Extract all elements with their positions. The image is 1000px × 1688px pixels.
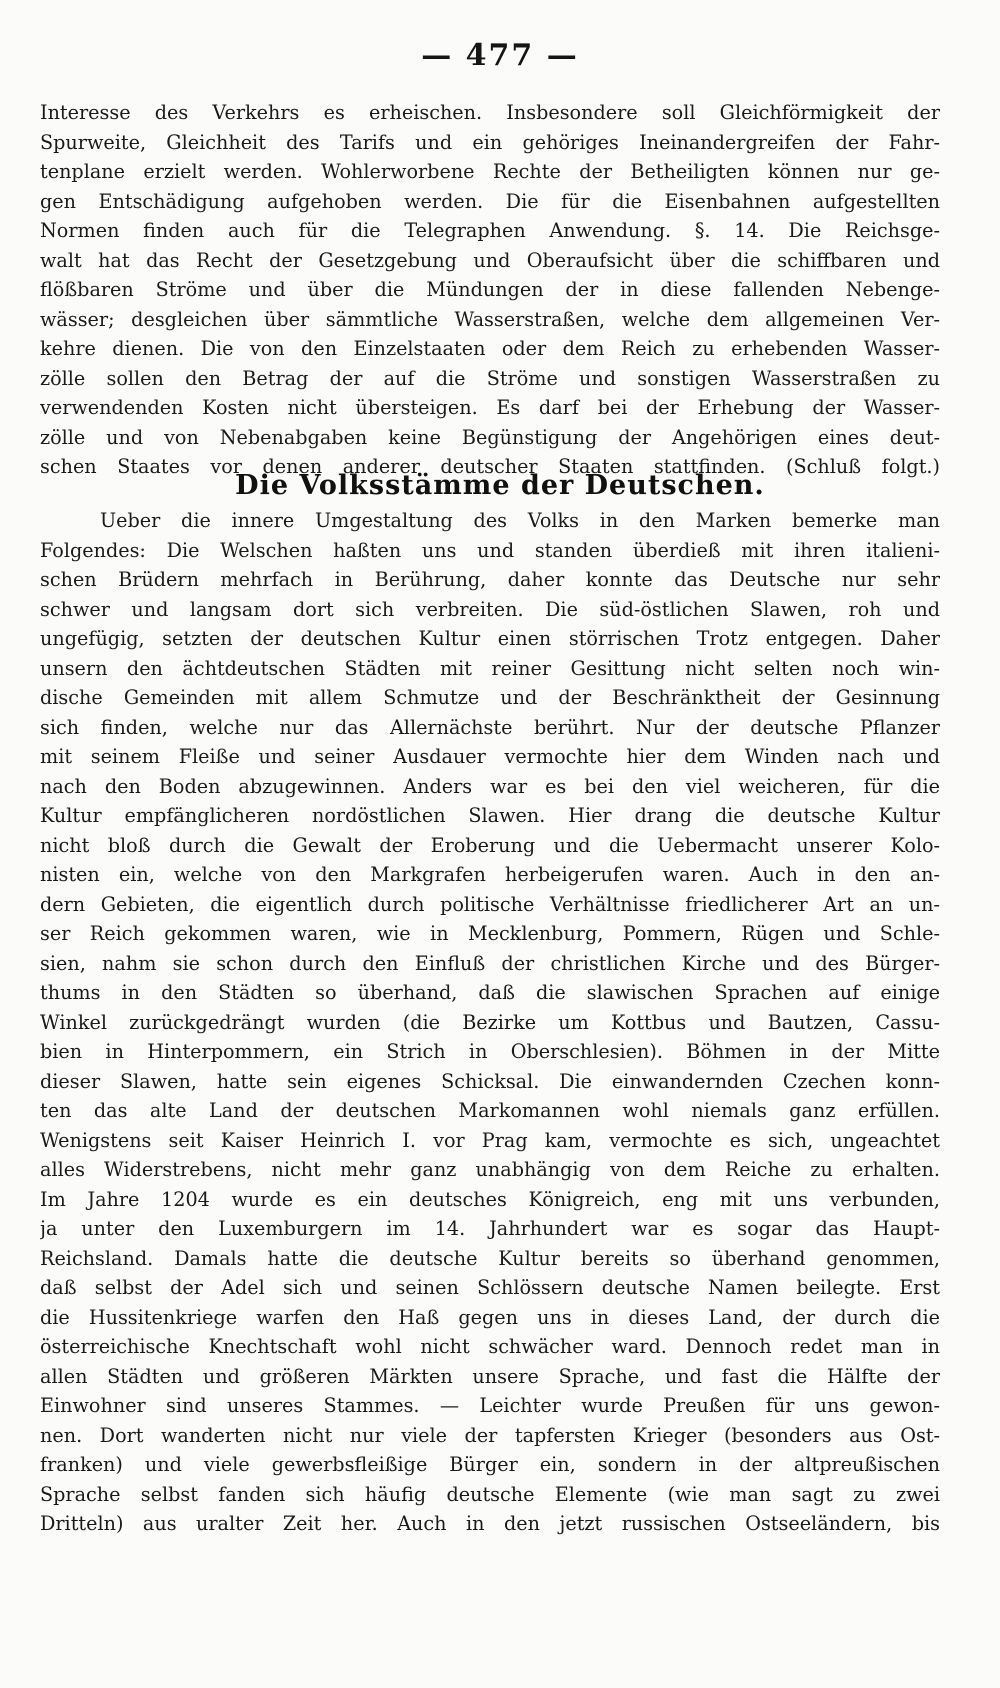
text-line: nicht bloß durch die Gewalt der Eroberung und die Uebermacht unserer Kolo- [40, 833, 940, 857]
text-line: Wenigstens seit Kaiser Heinrich I. vor Prag kam, vermochte es sich, ungeachtet [40, 1128, 940, 1152]
text-line: alles Widerstrebens, nicht mehr ganz unabhängig von dem Reiche zu erhalten. [40, 1158, 940, 1181]
text-line: unsern den ächtdeutschen Städten mit reiner Gesittung nicht selten noch win- [40, 656, 940, 680]
text-line: zölle sollen den Betrag der auf die Ströme und sonstigen Wasserstraßen zu [40, 366, 940, 390]
text-line: Interesse des Verkehrs es erheischen. Insbesondere soll Gleichförmigkeit der [40, 101, 940, 124]
text-line: ja unter den Luxemburgern im 14. Jahrhundert war es sogar das Haupt- [40, 1217, 940, 1240]
page-number: — 477 — [421, 38, 579, 73]
section-railways-waterways [40, 98, 940, 482]
text-line: nen. Dort wanderten nicht nur viele der tapfersten Krieger (besonders aus Ost- [40, 1423, 940, 1447]
text-line: zölle und von Nebenabgaben keine Begünstigung der Angehörigen eines deut- [40, 425, 940, 449]
text-line: walt hat das Recht der Gesetzgebung und Oberaufsicht über die schiffbaren und [40, 248, 940, 272]
text-line: österreichische Knechtschaft wohl nicht schwächer ward. Dennoch redet man in [40, 1335, 940, 1358]
text-line: Im Jahre 1204 wurde es ein deutsches Königreich, eng mit uns verbunden, [40, 1187, 940, 1211]
text-line: tenplane erzielt werden. Wohlerworbene Rechte der Betheiligten können nur ge- [40, 160, 940, 183]
text-line: ten das alte Land der deutschen Markomannen wohl niemals ganz erfüllen. [40, 1099, 940, 1122]
text-line: Sprache selbst fanden sich häufig deutsche Elemente (wie man sagt zu zwei [40, 1482, 940, 1506]
text-line: Folgendes: Die Welschen haßten uns und standen überdieß mit ihren italieni- [40, 538, 940, 562]
text-line: gen Entschädigung aufgehoben werden. Die für die Eisenbahnen aufgestellten [40, 189, 940, 213]
text-line: flößbaren Ströme und über die Mündungen der in diese fallenden Nebenge- [40, 278, 940, 301]
text-line: wässer; desgleichen über sämmtliche Wasserstraßen, welche dem allgemeinen Ver- [40, 307, 940, 331]
text-line: ser Reich gekommen waren, wie in Mecklenburg, Pommern, Rügen und Schle- [40, 922, 940, 945]
text-line: allen Städten und größeren Märkten unsere Sprache, und fast die Hälfte der [40, 1364, 940, 1388]
text-line: ungefügig, setzten der deutschen Kultur einen störrischen Trotz entgegen. Daher [40, 627, 940, 650]
text-line: Spurweite, Gleichheit des Tarifs und ein gehöriges Ineinandergreifen der Fahr- [40, 130, 940, 154]
text-line: Normen finden auch für die Telegraphen Anwendung. §. 14. Die Reichsge- [40, 219, 940, 242]
section-heading: Die Volksstämme der Deutschen. [235, 470, 765, 501]
text-line: dische Gemeinden mit allem Schmutze und der Beschränktheit der Gesinnung [40, 686, 940, 709]
text-line: Reichsland. Damals hatte die deutsche Kultur bereits so überhand genommen, [40, 1246, 940, 1270]
text-line: franken) und viele gewerbsfleißige Bürger ein, sondern in der altpreußischen [40, 1453, 940, 1476]
text-line: schwer und langsam dort sich verbreiten. Die süd-östlichen Slawen, roh und [40, 597, 940, 621]
text-line: Ueber die innere Umgestaltung des Volks in den Marken bemerke man [100, 509, 940, 532]
text-line: daß selbst der Adel sich und seinen Schlössern deutsche Namen beilegte. Erst [40, 1276, 940, 1299]
text-line: mit seinem Fleiße und seiner Ausdauer vermochte hier dem Winden nach und [40, 745, 940, 768]
text-line: Dritteln) aus uralter Zeit her. Auch in den jetzt russischen Ostseeländern, bis [40, 1512, 940, 1535]
text-line: dern Gebieten, die eigentlich durch politische Verhältnisse friedlicherer Art an un- [40, 892, 940, 916]
text-line: nisten ein, welche von den Markgrafen herbeigerufen waren. Auch in den an- [40, 863, 940, 886]
text-line: thums in den Städten so überhand, daß die slawischen Sprachen auf einige [40, 981, 940, 1004]
text-line: nach den Boden abzugewinnen. Anders war es bei den viel weicheren, für die [40, 774, 940, 798]
text-line: schen Staates vor denen anderer deutscher Staaten stattfinden. (Schluß folgt.) [40, 455, 940, 478]
text-line: Kultur empfänglicheren nordöstlichen Slawen. Hier drang die deutsche Kultur [40, 804, 940, 827]
section-volksstaemme [40, 506, 940, 1539]
text-line: schen Brüdern mehrfach in Berührung, daher konnte das Deutsche nur sehr [40, 568, 940, 591]
text-line: sich finden, welche nur das Allernächste berührt. Nur der deutsche Pflanzer [40, 715, 940, 739]
text-line: Einwohner sind unseres Stammes. — Leichter wurde Preußen für uns gewon- [40, 1394, 940, 1417]
text-line: die Hussitenkriege warfen den Haß gegen uns in dieses Land, der durch die [40, 1305, 940, 1329]
text-line: kehre dienen. Die von den Einzelstaaten oder dem Reich zu erhebenden Wasser- [40, 337, 940, 360]
text-line: Winkel zurückgedrängt wurden (die Bezirke um Kottbus und Bautzen, Cassu- [40, 1010, 940, 1034]
text-line: dieser Slawen, hatte sein eigenes Schicksal. Die einwandernden Czechen konn- [40, 1069, 940, 1093]
text-line: bien in Hinterpommern, ein Strich in Oberschlesien). Böhmen in der Mitte [40, 1040, 940, 1063]
text-line: verwendenden Kosten nicht übersteigen. Es darf bei der Erhebung der Wasser- [40, 396, 940, 419]
text-line: sien, nahm sie schon durch den Einfluß der christlichen Kirche und des Bürger- [40, 951, 940, 975]
